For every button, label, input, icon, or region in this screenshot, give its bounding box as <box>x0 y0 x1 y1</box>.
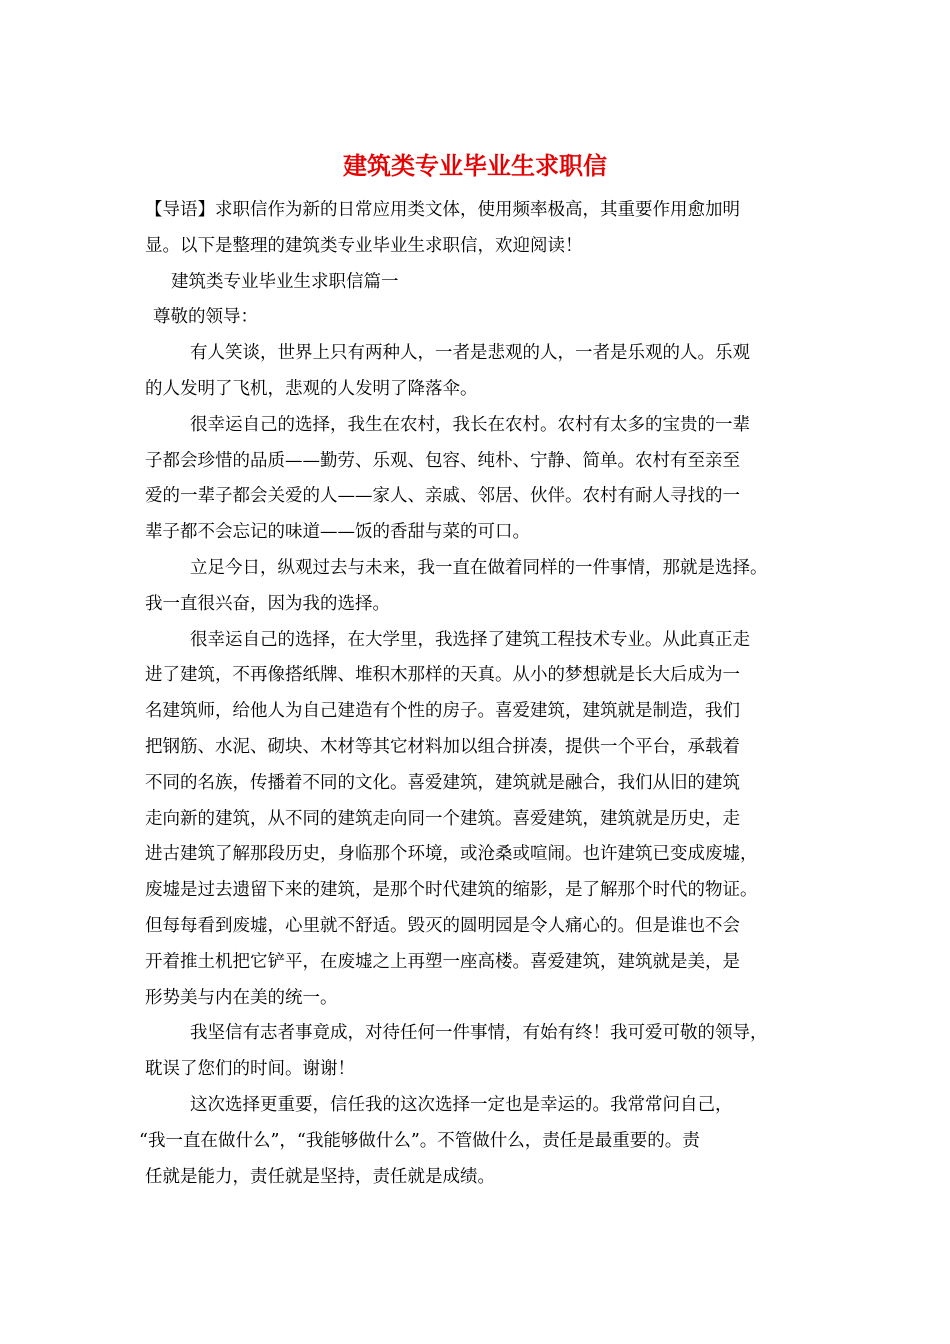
text-line: 这次选择更重要，信任我的这次选择一定也是幸运的。我常常问自己， <box>190 1094 733 1115</box>
document-body <box>139 193 805 1195</box>
text-line: “我一直在做什么”，“我能够做什么”。不管做什么，责任是最重要的。责 <box>139 1130 700 1151</box>
text-line: 有人笑谈，世界上只有两种人，一者是悲观的人，一者是乐观的人。乐观 <box>190 343 750 364</box>
text-line: 【导语】求职信作为新的日常应用类文体，使用频率极高，其重要作用愈加明 <box>145 200 740 220</box>
text-line: 我坚信有志者事竟成，对待任何一件事情，有始有终！我可爱可敬的领导， <box>190 1023 768 1044</box>
text-line: 任就是能力，责任就是坚持，责任就是成绩。 <box>145 1166 495 1187</box>
text-line: 耽误了您们的时间。谢谢！ <box>145 1059 355 1080</box>
text-line: 不同的名族，传播着不同的文化。喜爱建筑，建筑就是融合，我们从旧的建筑 <box>145 772 740 793</box>
text-line: 我一直很兴奋，因为我的选择。 <box>145 593 390 614</box>
text-line: 显。以下是整理的建筑类专业毕业生求职信，欢迎阅读！ <box>145 235 583 256</box>
text-line: 形势美与内在美的统一。 <box>145 987 338 1008</box>
document-title: 建筑类专业毕业生求职信 <box>343 151 607 180</box>
text-line: 名建筑师，给他人为自己建造有个性的房子。喜爱建筑，建筑就是制造，我们 <box>145 701 740 722</box>
text-line: 立足今日，纵观过去与未来，我一直在做着同样的一件事情，那就是选择。 <box>190 557 768 578</box>
text-line: 废墟是过去遗留下来的建筑，是那个时代建筑的缩影，是了解那个时代的物证。 <box>145 880 758 901</box>
text-line: 进了建筑，不再像搭纸牌、堆积木那样的天真。从小的梦想就是长大后成为一 <box>145 665 740 686</box>
text-line: 很幸运自己的选择，我生在农村，我长在农村。农村有太多的宝贵的一辈 <box>190 414 750 435</box>
text-line: 爱的一辈子都会关爱的人——家人、亲戚、邻居、伙伴。农村有耐人寻找的一 <box>145 486 740 507</box>
text-line: 但每每看到废墟，心里就不舒适。毁灭的圆明园是令人痛心的。但是谁也不会 <box>145 915 740 936</box>
text-line: 走向新的建筑，从不同的建筑走向同一个建筑。喜爱建筑，建筑就是历史，走 <box>145 808 740 829</box>
text-line: 尊敬的领导： <box>153 307 258 328</box>
text-line: 建筑类专业毕业生求职信篇一 <box>171 271 399 292</box>
text-line: 进古建筑了解那段历史，身临那个环境，或沧桑或喧闹。也许建筑已变成废墟， <box>145 844 758 865</box>
text-line: 很幸运自己的选择，在大学里，我选择了建筑工程技术专业。从此真正走 <box>190 629 750 650</box>
text-line: 子都会珍惜的品质——勤劳、乐观、包容、纯朴、宁静、简单。农村有至亲至 <box>145 450 740 471</box>
text-line: 把钢筋、水泥、砌块、木材等其它材料加以组合拼凑，提供一个平台，承载着 <box>145 736 740 757</box>
text-line: 开着推土机把它铲平，在废墟之上再塑一座高楼。喜爱建筑，建筑就是美，是 <box>145 951 740 972</box>
text-line: 的人发明了飞机，悲观的人发明了降落伞。 <box>145 378 478 399</box>
text-line: 辈子都不会忘记的味道——饭的香甜与菜的可口。 <box>145 522 530 543</box>
